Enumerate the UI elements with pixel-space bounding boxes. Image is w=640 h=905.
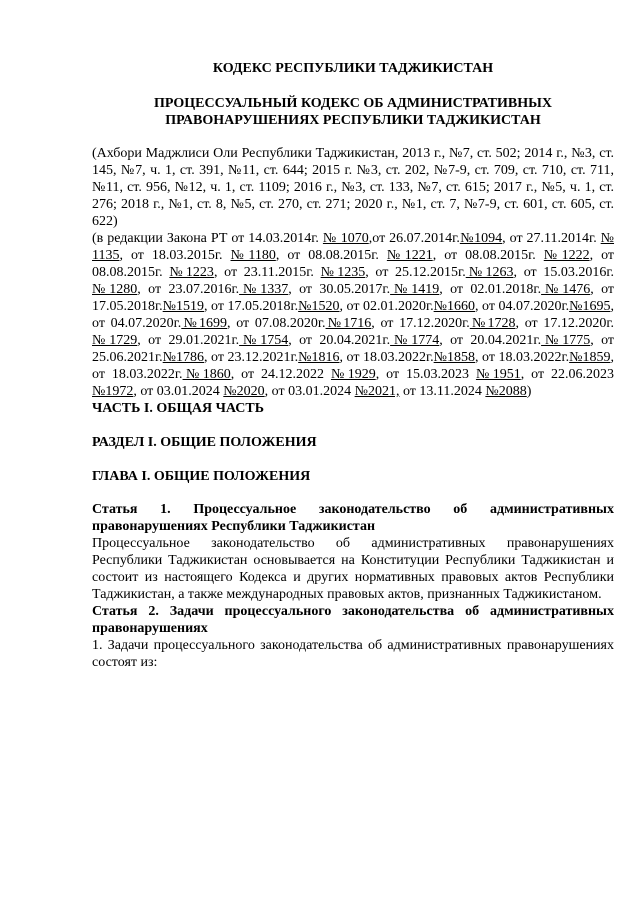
amendment-text: , от 08.08.2015г.	[275, 248, 387, 263]
article-1-body: Процессуальное законодательство об административных правонарушениях Республики Таджикистан основывается на Конституции Республики Таджикистан и состоит из настоящего Кодекса и других нормативных правовых актов Республики Таджикистан, а также международных правовых актов, признанных Таджикистаном.	[92, 536, 614, 602]
amendment-text: , от 04.07.2020г.	[92, 299, 614, 331]
law-number-link[interactable]: №1221	[386, 248, 433, 263]
heading-section: РАЗДЕЛ I. ОБЩИЕ ПОЛОЖЕНИЯ	[92, 435, 317, 450]
law-number-link[interactable]: №1929	[330, 367, 376, 382]
law-number-link[interactable]: №1695	[569, 299, 611, 314]
publication-source-note: (Ахбори Маджлиси Оли Республики Таджикистан, 2013 г., №7, ст. 502; 2014 г., №3, ст. 145, №7, ч. 1, ст. 391, №11, ст. 644; 2015 г. №3, ст. 202, №7-9, ст. 709, ст. 710, ст. 711, №11, ст. 956, №12, ч. 1, ст. 1109; 2016 г., №3, ст. 133, №7, ст. 615; 2017 г., №5, ч. 1, ст. 276; 2018 г., №1, ст. 8, №5, ст. 270, ст. 271; 2020 г., №1, ст. 7, №7-9, ст. 601, ст. 605, ст. 622)	[92, 146, 614, 229]
law-number-link[interactable]: №1235	[320, 265, 366, 280]
amendment-text: , от 17.05.2018г.	[204, 299, 299, 314]
amendment-text: , от 08.08.2015г.	[432, 248, 544, 263]
law-number-link[interactable]: №2020	[223, 384, 265, 399]
amendment-text: , от 25.12.2015г.	[365, 265, 466, 280]
amendment-text: , от 30.05.2017г.	[288, 282, 391, 297]
amendment-text: , от 25.06.2021г.	[92, 333, 615, 365]
amendment-text: , от 23.07.2016г.	[137, 282, 240, 297]
amendment-text: , от 17.12.2020г.	[515, 316, 614, 331]
article-2-title: Статья 2. Задачи процессуального законодательства об административных правонарушениях	[92, 604, 614, 636]
heading-part: ЧАСТЬ I. ОБЩАЯ ЧАСТЬ	[92, 401, 264, 416]
amendment-text: , от 17.12.2020г.	[371, 316, 470, 331]
amendment-text: , от 23.12.2021г.	[204, 350, 299, 365]
law-number-link[interactable]: №1337	[239, 282, 289, 297]
amendment-text: , от 20.04.2021г.	[439, 333, 542, 348]
law-number-link[interactable]: №1728	[469, 316, 516, 331]
amendment-text: от 13.11.2024	[399, 384, 486, 399]
law-number-link[interactable]: №1860	[182, 367, 231, 382]
amendment-text: , от 02.01.2020г.	[339, 299, 434, 314]
law-number-link[interactable]: №1519	[162, 299, 205, 314]
amendment-text: (в редакции Закона РТ от 14.03.2014г.	[92, 231, 323, 246]
amendment-text: , от 24.12.2022	[230, 367, 331, 382]
document-subtitle: ПРОЦЕССУАЛЬНЫЙ КОДЕКС ОБ АДМИНИСТРАТИВНЫХ ПРАВОНАРУШЕНИЯХ РЕСПУБЛИКИ ТАДЖИКИСТАН	[154, 96, 552, 128]
law-number-link[interactable]: №1972	[92, 384, 134, 399]
law-number-link[interactable]: №1858	[433, 350, 476, 365]
amendment-text: )	[526, 384, 532, 399]
law-number-link[interactable]: №1816	[298, 350, 340, 365]
amendment-text: , от 07.08.2020г.	[227, 316, 326, 331]
amendment-text: ,от 26.07.2014г.	[368, 231, 460, 246]
amendment-text: , от 17.05.2018г.	[92, 282, 615, 314]
heading-chapter: ГЛАВА I. ОБЩИЕ ПОЛОЖЕНИЯ	[92, 469, 311, 484]
document-title: КОДЕКС РЕСПУБЛИКИ ТАДЖИКИСТАН	[212, 61, 494, 76]
law-number-link[interactable]: №1280	[92, 282, 138, 297]
law-number-link[interactable]: №1859	[569, 350, 611, 365]
amendment-text: , от 03.01.2024	[133, 384, 224, 399]
amendment-text: , от 20.04.2021г.	[288, 333, 391, 348]
law-number-link[interactable]: №1729	[92, 333, 138, 348]
amendment-text: , от 15.03.2023	[375, 367, 476, 382]
amendment-text: , от 18.03.2015г.	[119, 248, 231, 263]
law-number-link[interactable]: №1180	[230, 248, 276, 263]
law-number-link[interactable]: №2088	[485, 384, 527, 399]
amendments-paragraph	[92, 230, 614, 400]
law-number-link[interactable]: № 1070	[322, 231, 369, 246]
law-number-link[interactable]: №1774	[390, 333, 440, 348]
law-number-link[interactable]: №1786	[162, 350, 205, 365]
amendment-text: , от 04.07.2020г.	[475, 299, 570, 314]
article-2-body: 1. Задачи процессуального законодательства об административных правонарушениях состоят из:	[92, 638, 614, 670]
amendment-text: , от 22.06.2023	[520, 367, 614, 382]
law-number-link[interactable]: №1223	[169, 265, 214, 280]
law-number-link[interactable]: №1660	[433, 299, 476, 314]
law-number-link[interactable]: №1419	[390, 282, 440, 297]
law-number-link[interactable]: №1775	[541, 333, 591, 348]
amendment-text: , от 18.03.2022г.	[339, 350, 434, 365]
law-number-link[interactable]: №1699	[181, 316, 228, 331]
amendment-text: , от 08.08.2015г.	[92, 248, 615, 280]
amendment-text: , от 18.03.2022г.	[92, 350, 614, 382]
law-number-link[interactable]: №1951	[475, 367, 521, 382]
law-number-link[interactable]: №1476	[541, 282, 591, 297]
law-number-link[interactable]: №1716	[325, 316, 372, 331]
law-number-link[interactable]: № 1135	[92, 231, 615, 263]
law-number-link[interactable]: №1754	[239, 333, 289, 348]
amendment-text: , от 23.11.2015г.	[213, 265, 321, 280]
amendment-text: , от 15.03.2016г.	[513, 265, 615, 280]
law-number-link[interactable]: №1520	[298, 299, 340, 314]
law-number-link[interactable]: №2021,	[354, 384, 400, 399]
amendment-text: , от 18.03.2022г.	[475, 350, 570, 365]
law-number-link[interactable]: №1222	[543, 248, 590, 263]
law-number-link[interactable]: №1263	[465, 265, 514, 280]
amendment-text: , от 27.11.2014г.	[502, 231, 601, 246]
amendment-text: , от 02.01.2018г.	[439, 282, 542, 297]
article-1-title: Статья 1. Процессуальное законодательство об административных правонарушениях Республики Таджикистан	[92, 502, 614, 534]
amendment-text: , от 03.01.2024	[264, 384, 355, 399]
amendment-text: , от 29.01.2021г.	[137, 333, 240, 348]
law-number-link[interactable]: №1094	[459, 231, 503, 246]
